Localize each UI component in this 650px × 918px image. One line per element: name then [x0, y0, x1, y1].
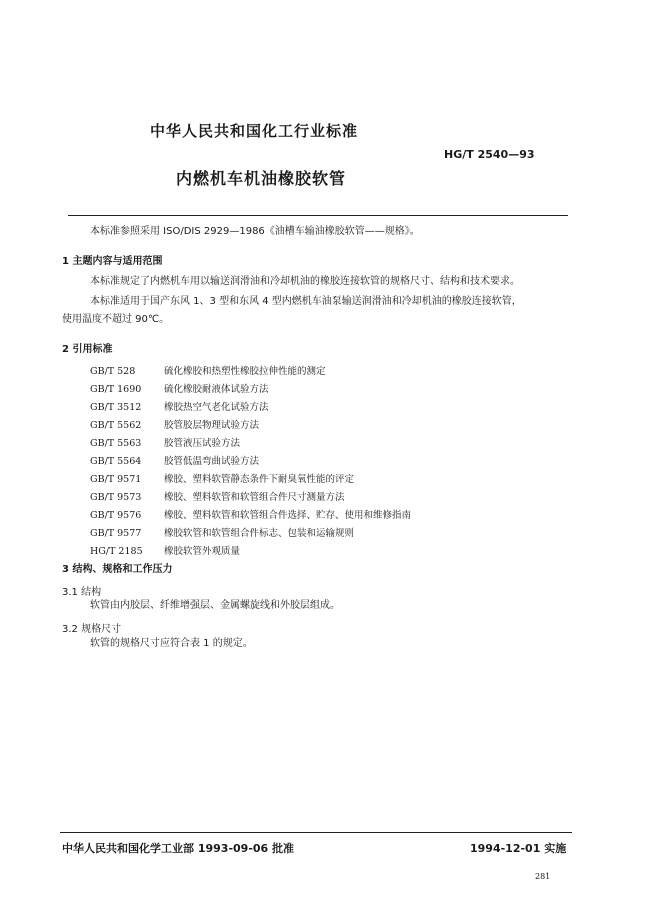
reference-item [90, 543, 240, 557]
subsection-3-1-heading: 3.1 结构 [62, 587, 102, 598]
reference-code: GB/T 9571 [90, 474, 142, 485]
section-2-heading: 2 引用标准 [62, 344, 113, 355]
reference-item [90, 525, 354, 539]
reference-code: GB/T 5564 [90, 456, 142, 467]
subsection-3-2-heading: 3.2 规格尺寸 [62, 624, 122, 635]
reference-item [90, 489, 345, 503]
subsection-3-2-text: 软管的规格尺寸应符合表 1 的规定。 [90, 638, 253, 649]
reference-item [90, 417, 259, 431]
section-1-heading: 1 主题内容与适用范围 [62, 256, 163, 267]
reference-item [90, 399, 269, 413]
approval-statement: 中华人民共和国化学工业部 1993-09-06 批准 [62, 842, 295, 855]
reference-code: GB/T 5562 [90, 420, 142, 431]
reference-item [90, 453, 259, 467]
section-1-paragraph-2-line-2: 使用温度不超过 90℃。 [62, 314, 170, 325]
reference-title: 硫化橡胶耐液体试验方法 [164, 384, 269, 395]
reference-title: 橡胶、塑料软管和软管组合件选择、贮存、使用和维修指南 [164, 510, 412, 521]
reference-title: 胶管液压试验方法 [164, 438, 241, 449]
reference-code: GB/T 3512 [90, 402, 142, 413]
reference-item [90, 363, 326, 377]
reference-title: 橡胶软管和软管组合件标志、包装和运输规则 [164, 528, 355, 539]
reference-title: 胶管低温弯曲试验方法 [164, 456, 260, 467]
section-1-paragraph-2-line-1: 本标准适用于国产东风 1、3 型和东风 4 型内燃机车油泵输送润滑油和冷却机油的橡胶连接软管， [90, 296, 522, 307]
section-1-paragraph-1: 本标准规定了内燃机车用以输送润滑油和冷却机油的橡胶连接软管的规格尺寸、结构和技术要求。 [90, 276, 520, 287]
reference-title: 橡胶软管外观质量 [164, 546, 241, 557]
reference-title: 橡胶热空气老化试验方法 [164, 402, 269, 413]
reference-code: GB/T 1690 [90, 384, 142, 395]
footer-divider [60, 832, 572, 833]
reference-item [90, 471, 354, 485]
reference-code: HG/T 2185 [90, 546, 143, 557]
effective-date: 1994-12-01 实施 [470, 842, 567, 855]
subsection-3-1-text: 软管由内胶层、纤维增强层、金属螺旋线和外胶层组成。 [90, 600, 340, 611]
issuing-body-title: 中华人民共和国化工行业标准 [150, 122, 359, 140]
reference-title: 橡胶、塑料软管静态条件下耐臭氧性能的评定 [164, 474, 355, 485]
reference-code: GB/T 9573 [90, 492, 142, 503]
standard-code: HG/T 2540—93 [444, 148, 535, 161]
intro-paragraph: 本标准参照采用 ISO/DIS 2929—1986《油槽车输油橡胶软管——规格》。 [90, 226, 420, 237]
document-title: 内燃机车机油橡胶软管 [176, 169, 347, 188]
reference-title: 硫化橡胶和热塑性橡胶拉伸性能的测定 [164, 366, 326, 377]
reference-title: 胶管胶层物理试验方法 [164, 420, 260, 431]
reference-item [90, 507, 411, 521]
page-number: 281 [535, 872, 551, 881]
reference-code: GB/T 9577 [90, 528, 142, 539]
reference-code: GB/T 5563 [90, 438, 142, 449]
reference-code: GB/T 528 [90, 366, 136, 377]
section-3-heading: 3 结构、规格和工作压力 [62, 564, 173, 575]
reference-code: GB/T 9576 [90, 510, 142, 521]
header-divider [68, 215, 568, 216]
reference-item [90, 381, 269, 395]
reference-title: 橡胶、塑料软管和软管组合件尺寸测量方法 [164, 492, 345, 503]
reference-item [90, 435, 240, 449]
